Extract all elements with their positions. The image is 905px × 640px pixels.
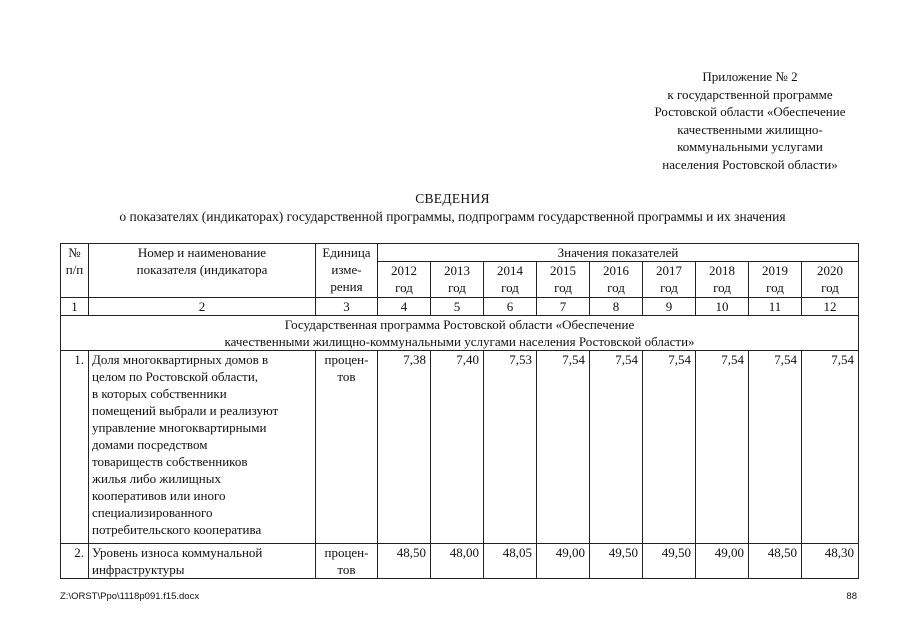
value-cell: 48,30 xyxy=(802,544,859,579)
year-label: 2019 xyxy=(762,263,788,278)
year-label: 2017 xyxy=(656,263,682,278)
year-word: год xyxy=(501,280,519,295)
value-cell: 49,00 xyxy=(696,544,749,579)
header-year-cell xyxy=(643,262,696,298)
year-label: 2015 xyxy=(550,263,576,278)
column-number: 1 xyxy=(61,298,89,316)
column-number: 11 xyxy=(749,298,802,316)
header-name-line1: Номер и наименование xyxy=(137,245,267,260)
document-subtitle: о показателях (индикаторах) государственной программы, подпрограмм государственной программы и их значения xyxy=(119,209,786,224)
value-cell: 7,38 xyxy=(378,351,431,544)
table-row xyxy=(61,351,859,544)
header-year-cell xyxy=(537,262,590,298)
year-label: 2014 xyxy=(497,263,523,278)
row-number: 2. xyxy=(61,544,89,579)
header-year-cell xyxy=(749,262,802,298)
appendix-line: Ростовской области «Обеспечение xyxy=(654,104,846,120)
appendix-line: к государственной программе xyxy=(667,86,833,102)
value-cell: 7,53 xyxy=(484,351,537,544)
value-cell: 49,00 xyxy=(537,544,590,579)
year-word: год xyxy=(821,280,839,295)
year-word: год xyxy=(607,280,625,295)
indicator-name-line: помещений выбрали и реализуют xyxy=(92,403,279,418)
header-year-cell xyxy=(378,262,431,298)
unit-line1: процен- xyxy=(324,352,369,367)
appendix-block xyxy=(600,68,900,174)
indicator-name-line: управление многоквартирными xyxy=(92,420,267,435)
indicator-name xyxy=(89,544,316,579)
unit-cell xyxy=(316,351,378,544)
document-title: СВЕДЕНИЯ xyxy=(415,191,490,206)
indicator-name-line: кооперативов или иного xyxy=(92,488,226,503)
section-heading-cell xyxy=(61,316,859,351)
header-num-cell xyxy=(61,244,89,298)
indicator-name xyxy=(89,351,316,544)
year-word: год xyxy=(660,280,678,295)
header-num-line1: № xyxy=(68,245,81,260)
indicator-name-line: инфраструктуры xyxy=(92,562,185,577)
indicator-name-line: Доля многоквартирных домов в xyxy=(92,352,269,367)
indicator-name-line: целом по Ростовской области, xyxy=(92,369,259,384)
year-label: 2020 xyxy=(817,263,843,278)
header-unit-line3: рения xyxy=(330,279,363,294)
appendix-line: населения Ростовской области» xyxy=(662,156,838,172)
value-cell: 48,00 xyxy=(431,544,484,579)
indicator-name-line: в которых собственники xyxy=(92,386,227,401)
indicator-name-line: товариществ собственников xyxy=(92,454,248,469)
indicator-name-line: специализированного xyxy=(92,505,213,520)
header-unit-line2: изме- xyxy=(331,262,362,277)
header-name-line2: показателя (индикатора xyxy=(136,262,268,277)
value-cell: 7,54 xyxy=(590,351,643,544)
year-label: 2016 xyxy=(603,263,629,278)
section-heading-line1: Государственная программа Ростовской области «Обеспечение xyxy=(284,317,635,332)
appendix-line: Приложение № 2 xyxy=(702,69,798,84)
year-word: год xyxy=(766,280,784,295)
table-row xyxy=(61,544,859,579)
section-heading-line2: качественными жилищно-коммунальными услугами населения Ростовской области» xyxy=(224,334,695,349)
value-cell: 7,40 xyxy=(431,351,484,544)
year-label: 2013 xyxy=(444,263,470,278)
appendix-line: качественными жилищно- xyxy=(677,121,823,137)
header-year-cell xyxy=(484,262,537,298)
value-cell: 48,05 xyxy=(484,544,537,579)
value-cell: 7,54 xyxy=(537,351,590,544)
column-number-row xyxy=(61,298,859,316)
appendix-line: коммунальными услугами xyxy=(677,139,823,155)
footer-page-number: 88 xyxy=(846,591,857,602)
unit-line2: тов xyxy=(337,369,356,384)
column-number: 10 xyxy=(696,298,749,316)
header-name-cell xyxy=(89,244,316,298)
indicators-table xyxy=(60,243,859,579)
column-number: 7 xyxy=(537,298,590,316)
value-cell: 48,50 xyxy=(378,544,431,579)
column-number: 9 xyxy=(643,298,696,316)
value-cell: 7,54 xyxy=(643,351,696,544)
column-number: 3 xyxy=(316,298,378,316)
year-word: год xyxy=(554,280,572,295)
indicator-name-line: жилья либо жилищных xyxy=(92,471,221,486)
column-number: 12 xyxy=(802,298,859,316)
indicator-name-line: потребительского кооператива xyxy=(92,522,262,537)
column-number: 4 xyxy=(378,298,431,316)
header-values-title: Значения показателей xyxy=(378,244,859,262)
header-unit-line1: Единица xyxy=(322,245,371,260)
year-label: 2012 xyxy=(391,263,417,278)
indicator-name-line: домами посредством xyxy=(92,437,208,452)
value-cell: 49,50 xyxy=(643,544,696,579)
year-word: год xyxy=(448,280,466,295)
value-cell: 49,50 xyxy=(590,544,643,579)
header-year-cell xyxy=(590,262,643,298)
column-number: 5 xyxy=(431,298,484,316)
indicator-name-line: Уровень износа коммунальной xyxy=(92,545,263,560)
year-word: год xyxy=(395,280,413,295)
header-num-line2: п/п xyxy=(65,262,84,277)
value-cell: 48,50 xyxy=(749,544,802,579)
header-year-cell xyxy=(431,262,484,298)
unit-line1: процен- xyxy=(324,545,369,560)
value-cell: 7,54 xyxy=(802,351,859,544)
year-word: год xyxy=(713,280,731,295)
header-unit-cell xyxy=(316,244,378,298)
unit-line2: тов xyxy=(337,562,356,577)
unit-cell xyxy=(316,544,378,579)
value-cell: 7,54 xyxy=(749,351,802,544)
footer-file-path: Z:\ORST\Ppo\1118p091.f15.docx xyxy=(60,591,200,602)
row-number: 1. xyxy=(61,351,89,544)
column-number: 6 xyxy=(484,298,537,316)
header-year-cell xyxy=(802,262,859,298)
column-number: 2 xyxy=(89,298,316,316)
value-cell: 7,54 xyxy=(696,351,749,544)
header-year-cell xyxy=(696,262,749,298)
column-number: 8 xyxy=(590,298,643,316)
year-label: 2018 xyxy=(709,263,735,278)
